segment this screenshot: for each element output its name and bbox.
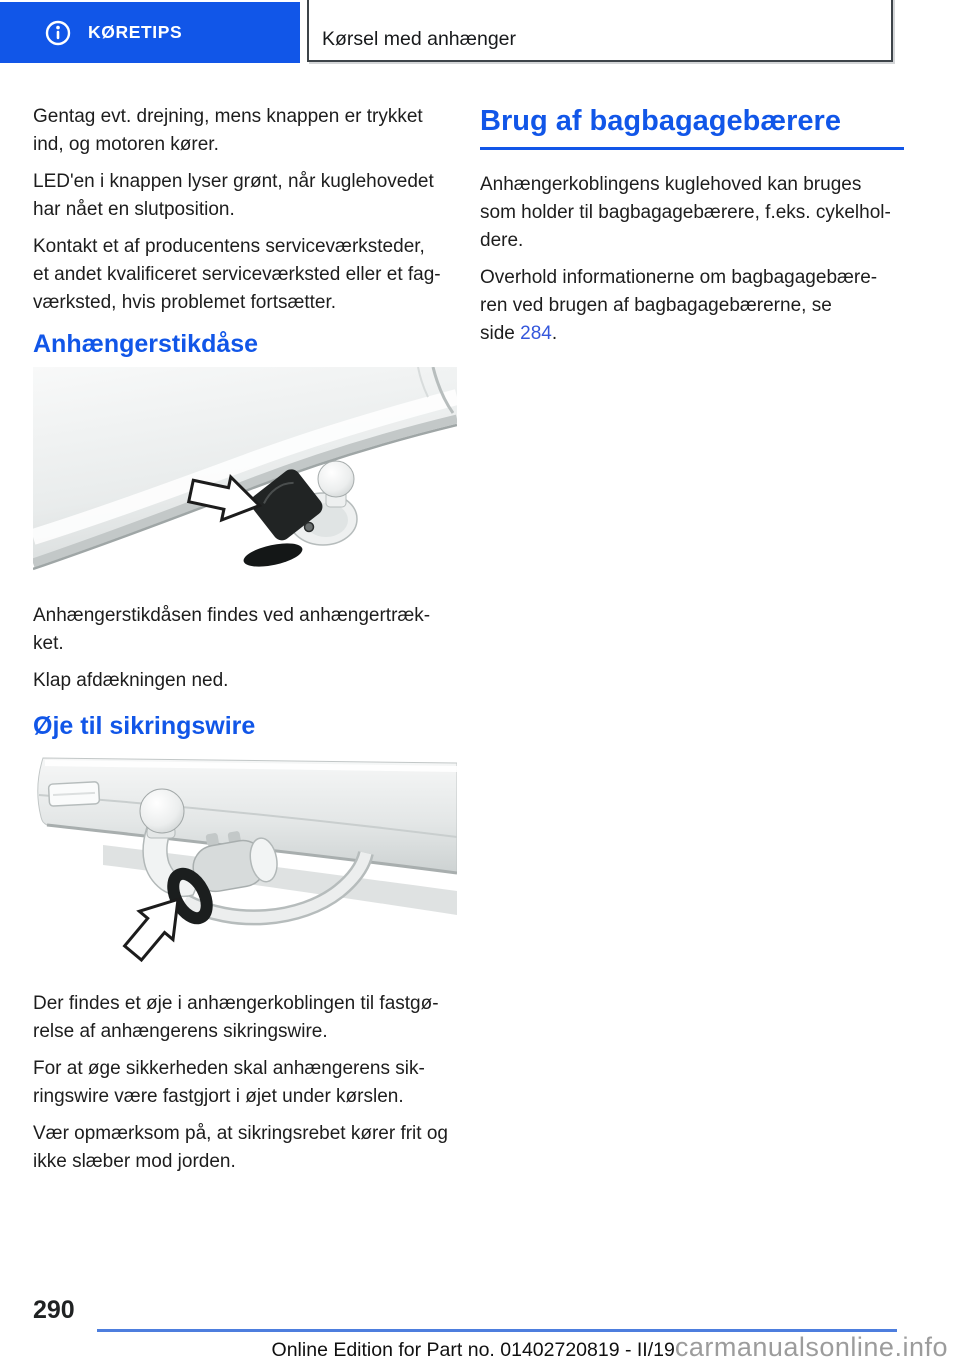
heading-rear-carriers: Brug af bagbagagebærere bbox=[480, 103, 904, 150]
paragraph-eye-location: Der findes et øje i anhængerkoblingen til fastgø- relse af anhængerens sikringswire. bbox=[33, 993, 439, 1042]
paragraph-contact-service: Kontakt et af producentens serviceværksteder, et andet kvalificeret serviceværksted eller et fag- værksted, hvis problemet fortsætter. bbox=[33, 236, 441, 313]
chapter-badge bbox=[0, 2, 300, 63]
right-column bbox=[480, 103, 904, 357]
footer-row bbox=[0, 1332, 948, 1362]
section-title-box bbox=[307, 0, 893, 62]
edition-text: Online Edition for Part no. 01402720819 - II/19 bbox=[271, 1339, 675, 1361]
page-number: 290 bbox=[33, 1296, 75, 1324]
paragraph-turn-knob: Gentag evt. drejning, mens knappen er trykket ind, og motoren kører. bbox=[33, 106, 423, 155]
paragraph-observe-info-lines: Overhold informationerne om bagbagagebære- ren ved brugen af bagbagagebærerne, se bbox=[480, 267, 878, 316]
heading-safety-wire-eye: Øje til sikringswire bbox=[33, 712, 256, 740]
page-ref-suffix: . bbox=[551, 323, 558, 344]
watermark-text: carmanualsonline.info bbox=[674, 1332, 948, 1362]
paragraph-socket-location: Anhængerstikdåsen findes ved anhængertræk- ket. bbox=[33, 605, 431, 654]
page-284-link[interactable]: 284 bbox=[520, 323, 552, 344]
heading-trailer-socket: Anhængerstikdåse bbox=[33, 330, 259, 358]
paragraph-ball-head-use: Anhængerkoblingens kuglehoved kan bruges som holder til bagbagagebærere, f.eks. cykelhol- dere. bbox=[480, 174, 891, 251]
paragraph-rope-clearance: Vær opmærksom på, at sikringsrebet kører frit og ikke slæber mod jorden. bbox=[33, 1123, 448, 1172]
tow-ball bbox=[140, 789, 184, 833]
left-column bbox=[33, 103, 457, 1185]
paragraph-fold-cover: Klap afdækningen ned. bbox=[33, 670, 229, 691]
chapter-badge-label: KØRETIPS bbox=[88, 22, 183, 42]
tow-ball bbox=[318, 461, 354, 497]
paragraph-observe-info bbox=[480, 264, 904, 348]
paragraph-safety-wire: For at øge sikkerheden skal anhængerens sik- ringswire være fastgjort i øjet under kørslen. bbox=[33, 1058, 425, 1107]
trailer-socket-illustration bbox=[33, 367, 457, 592]
bumper-reflector bbox=[48, 782, 99, 807]
paragraph-led-green: LED'en i knappen lyser grønt, når kuglehovedet har nået en slutposition. bbox=[33, 171, 434, 220]
page-ref-prefix: side bbox=[480, 323, 521, 344]
info-icon bbox=[45, 20, 71, 46]
section-title: Kørsel med anhænger bbox=[322, 28, 517, 50]
safety-wire-eye-illustration bbox=[33, 749, 457, 964]
